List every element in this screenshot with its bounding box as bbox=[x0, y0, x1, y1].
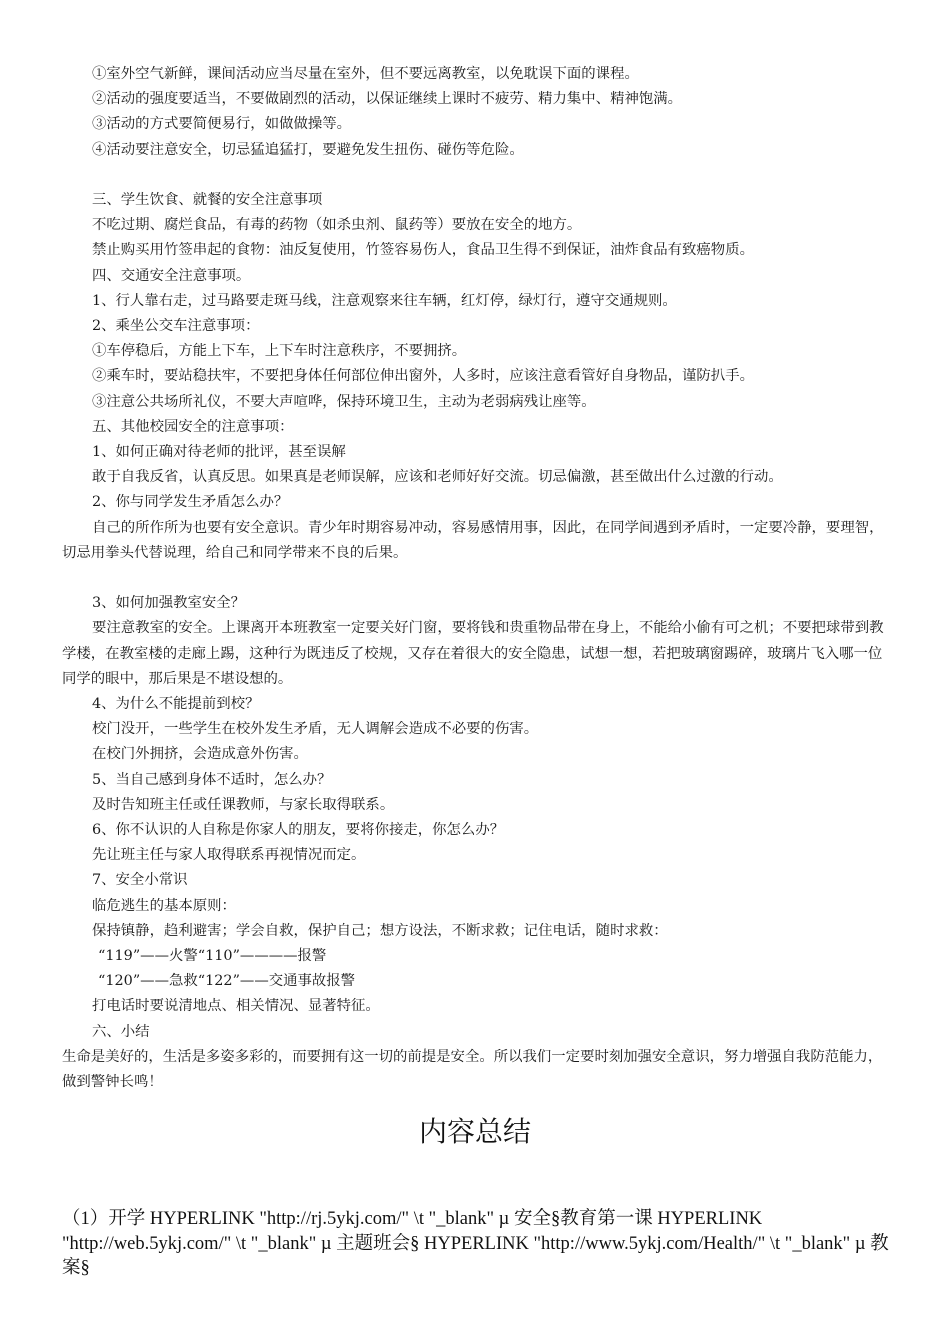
summary-title: 内容总结 bbox=[418, 1115, 531, 1148]
paragraph: 禁止购买用竹签串起的食物：油反复使用，竹签容易伤人，食品卫生得不到保证，油炸食品有致癌物质。 bbox=[92, 242, 754, 259]
answer: 先让班主任与家人取得联系再视情况而定。 bbox=[92, 847, 366, 864]
section-heading: 三、学生饮食、就餐的安全注意事项 bbox=[92, 192, 323, 208]
conclusion-paragraph: 生命是美好的，生活是多姿多彩的，而要拥有这一切的前提是安全。所以我们一定要时刻加强安全意识，努力增强自我防范能力，做到警钟长鸣！ bbox=[62, 1048, 883, 1091]
emergency-numbers: “120”——急救“122”——交通事故报警 bbox=[98, 973, 356, 990]
section-heading: 五、其他校园安全的注意事项： bbox=[92, 418, 294, 435]
answer: 在校门外拥挤，会造成意外伤害。 bbox=[92, 746, 308, 763]
paragraph: 1、行人靠右走，过马路要走斑马线，注意观察来往车辆，红灯停，绿灯行，遵守交通规则。 bbox=[92, 292, 677, 309]
question: 5、当自己感到身体不适时，怎么办？ bbox=[92, 771, 332, 788]
activity-tip: ②活动的强度要适当，不要做剧烈的活动，以保证继续上课时不疲劳、精力集中、精神饱满。 bbox=[92, 91, 683, 108]
activity-tip: ③活动的方式要简便易行，如做做操等。 bbox=[92, 116, 352, 133]
summary-text: （1）开学 HYPERLINK "http://rj.5ykj.com/" \t "_blank" µ 安全§教育第一课 HYPERLINK "http://web.5ykj.com/" \t "_blank" µ 主题班会§ HYPERLINK "http://www.5ykj.com/Health/" \t "_blank" µ 教案§ bbox=[62, 1209, 889, 1278]
paragraph: 不吃过期、腐烂食品，有毒的药物（如杀虫剂、鼠药等）要放在安全的地方。 bbox=[92, 217, 582, 234]
question: 7、安全小常识 bbox=[92, 872, 188, 889]
question: 6、你不认识的人自称是你家人的朋友，要将你接走，你怎么办？ bbox=[92, 822, 505, 839]
activity-tip: ①室外空气新鲜，课间活动应当尽量在室外，但不要远离教室，以免耽误下面的课程。 bbox=[92, 66, 639, 82]
paragraph: ①车停稳后，方能上下车，上下车时注意秩序，不要拥挤。 bbox=[92, 343, 467, 360]
question: 3、如何加强教室安全？ bbox=[92, 595, 246, 612]
answer: 临危逃生的基本原则： bbox=[92, 897, 236, 914]
answer: 打电话时要说清地点、相关情况、显著特征。 bbox=[92, 998, 380, 1015]
answer: 保持镇静，趋利避害；学会自救，保护自己；想方设法，不断求救；记住电话，随时求救： bbox=[92, 922, 668, 939]
activity-tip: ④活动要注意安全，切忌猛追猛打，要避免发生扭伤、碰伤等危险。 bbox=[92, 141, 524, 158]
answer: 及时告知班主任或任课教师，与家长取得联系。 bbox=[92, 796, 395, 813]
section-heading: 四、交通安全注意事项。 bbox=[92, 267, 251, 284]
answer: 自己的所作所为也要有安全意识。青少年时期容易冲动，容易感情用事，因此，在同学间遇到矛盾时，一定要冷静，要理智，切忌用拳头代替说理，给自己和同学带来不良的后果。 bbox=[62, 519, 884, 561]
document-body bbox=[62, 62, 890, 1095]
blank-line bbox=[62, 163, 890, 188]
blank-line bbox=[62, 566, 890, 591]
paragraph: ②乘车时，要站稳扶牢，不要把身体任何部位伸出窗外，人多时，应该注意看管好自身物品，谨防扒手。 bbox=[92, 368, 754, 385]
answer: 要注意教室的安全。上课离开本班教室一定要关好门窗，要将钱和贵重物品带在身上，不能给小偷有可之机；不要把球带到教学楼，在教室楼的走廊上踢，这种行为既违反了校规，又存在着很大的安全隐患，试想一想，若把玻璃窗踢碎，玻璃片飞入哪一位同学的眼中，那后果是不堪设想的。 bbox=[62, 620, 884, 687]
section-heading: 六、小结 bbox=[92, 1023, 150, 1040]
answer: 校门没开，一些学生在校外发生矛盾，无人调解会造成不必要的伤害。 bbox=[92, 721, 539, 738]
emergency-numbers: “119”——火警“110”————报警 bbox=[98, 948, 327, 965]
question: 2、你与同学发生矛盾怎么办？ bbox=[92, 494, 289, 511]
paragraph: 2、乘坐公交车注意事项： bbox=[92, 318, 260, 335]
answer: 敢于自我反省，认真反思。如果真是老师误解，应该和老师好好交流。切忌偏激，甚至做出什么过激的行动。 bbox=[92, 469, 783, 486]
paragraph: ③注意公共场所礼仪，不要大声喧哗，保持环境卫生，主动为老弱病残让座等。 bbox=[92, 393, 596, 410]
question: 4、为什么不能提前到校？ bbox=[92, 696, 260, 713]
question: 1、如何正确对待老师的批评，甚至误解 bbox=[92, 444, 346, 461]
